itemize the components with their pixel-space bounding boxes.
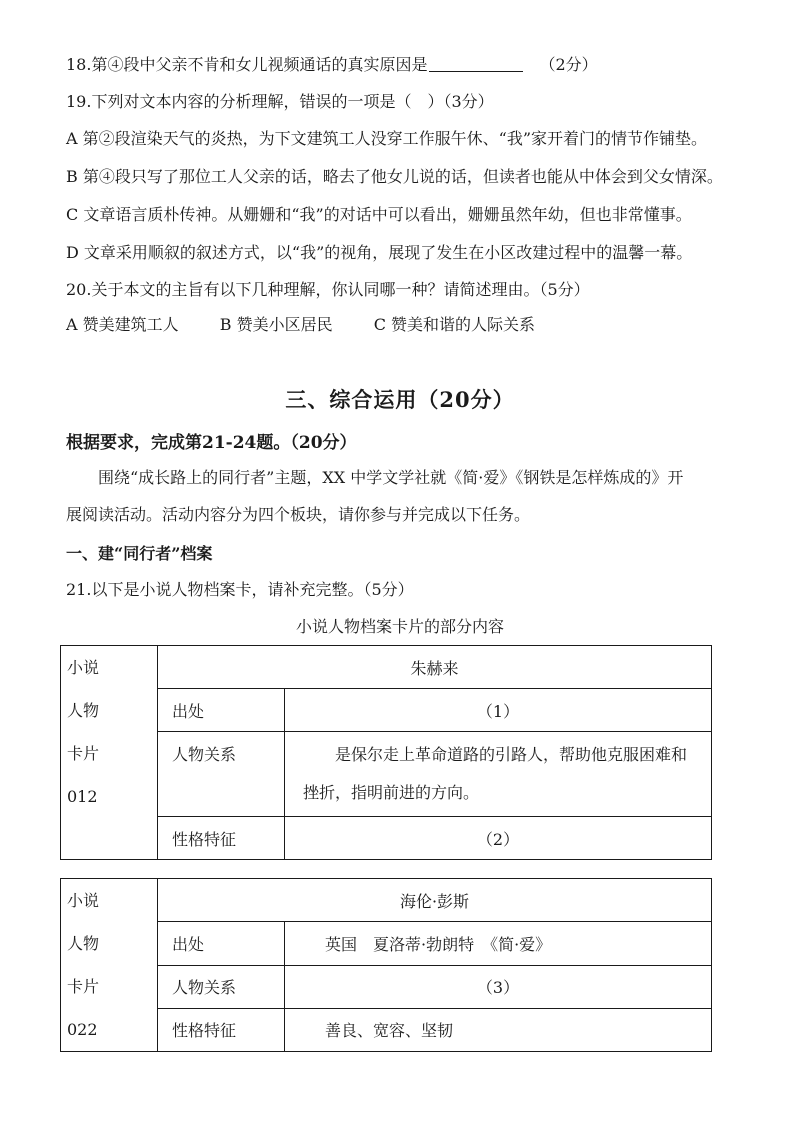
card-1-trait-value: （2） [285, 817, 712, 860]
card-2-side-label: 小说 人物 卡片 022 [61, 879, 158, 1052]
question-21: 21.以下是小说人物档案卡，请补充完整。（5分） [66, 580, 414, 599]
q19-option-d: D 文章采用顺叙的叙述方式，以“我”的视角，展现了发生在小区改建过程中的温馨一幕。 [66, 243, 693, 262]
q19-option-c: C 文章语言质朴传神。从姗姗和“我”的对话中可以看出，姗姗虽然年幼，但也非常懂事。 [66, 205, 692, 224]
q20-option-c: C 赞美和谐的人际关系 [373, 315, 536, 334]
card-2-character-name: 海伦·彭斯 [158, 879, 712, 922]
card-1-relation-label: 人物关系 [158, 732, 285, 817]
question-20: 20.关于本文的主旨有以下几种理解，你认同哪一种？请简述理由。（5分） [66, 280, 590, 299]
card-1-side-label: 小说 人物 卡片 012 [61, 646, 158, 860]
card-2-relation-value: （3） [285, 965, 712, 1008]
question-18-text: 18.第④段中父亲不肯和女儿视频通话的真实原因是 [66, 55, 428, 74]
card-2-source-label: 出处 [158, 922, 285, 965]
q19-option-a: A 第②段渲染天气的炎热，为下文建筑工人没穿工作服午休、“我”家开着门的情节作铺垫。 [66, 129, 708, 148]
question-19: 19.下列对文本内容的分析理解，错误的一项是（ ）（3分） [66, 92, 494, 111]
card-1-source-value: （1） [285, 689, 712, 732]
section-title: 三、综合运用（20分） [285, 387, 515, 412]
card-1-character-name: 朱赫来 [158, 646, 712, 689]
card-2-source-value: 英国 夏洛蒂·勃朗特 《简·爱》 [285, 922, 712, 965]
card-1-relation-value: 是保尔走上革命道路的引路人，帮助他克服困难和挫折，指明前进的方向。 [285, 732, 712, 817]
card-2-trait-value: 善良、宽容、坚韧 [285, 1008, 712, 1051]
answer-blank [429, 55, 523, 72]
card-2-trait-label: 性格特征 [158, 1008, 285, 1051]
question-18 [66, 54, 598, 76]
card-2-relation-label: 人物关系 [158, 965, 285, 1008]
table-caption: 小说人物档案卡片的部分内容 [295, 617, 504, 636]
character-card-2 [60, 878, 712, 1052]
q20-options [66, 314, 571, 336]
intro-paragraph-line2: 展阅读活动。活动内容分为四个板块，请你参与并完成以下任务。 [66, 505, 531, 524]
q19-option-b: B 第④段只写了那位工人父亲的话，略去了他女儿说的话，但读者也能从中体会到父女情深。 [66, 167, 723, 186]
intro-paragraph-line1: 围绕“成长路上的同行者”主题，XX 中学文学社就《简·爱》《钢铁是怎样炼成的》开 [98, 468, 684, 487]
card-1-trait-label: 性格特征 [158, 817, 285, 860]
section-instruction: 根据要求，完成第21-24题。（20分） [66, 433, 357, 453]
question-18-score: （2分） [539, 55, 598, 74]
character-card-1 [60, 645, 712, 860]
q20-option-a: A 赞美建筑工人 [66, 315, 179, 334]
q20-option-b: B 赞美小区居民 [219, 315, 333, 334]
card-1-source-label: 出处 [158, 689, 285, 732]
subsection-heading: 一、建“同行者”档案 [66, 544, 213, 563]
